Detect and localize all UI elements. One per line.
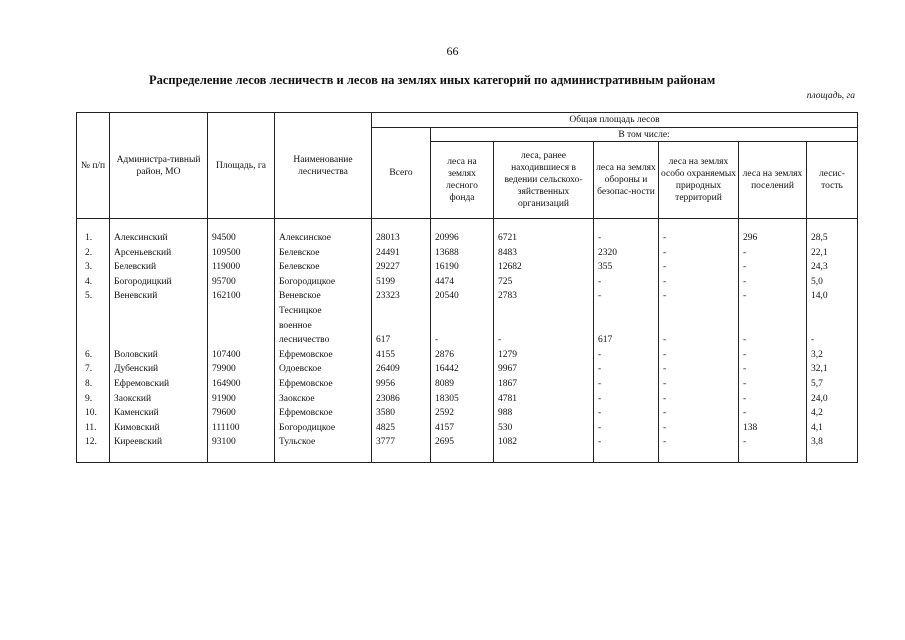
- row-area: 91900: [208, 392, 275, 407]
- row-area: [208, 319, 275, 334]
- row-settlements: 138: [739, 421, 807, 436]
- row-forestry: военное: [275, 319, 372, 334]
- row-settlements: -: [739, 275, 807, 290]
- row-num: 6.: [77, 348, 110, 363]
- row-forestry: Заокское: [275, 392, 372, 407]
- row-settlements: -: [739, 246, 807, 261]
- row-area: 94500: [208, 231, 275, 246]
- row-coverage: 14,0: [807, 289, 858, 304]
- row-agri: 2783: [494, 289, 594, 304]
- header-total: Всего: [372, 128, 431, 219]
- row-num: 11.: [77, 421, 110, 436]
- row-forest-fund: 16442: [431, 362, 494, 377]
- row-coverage: 5,0: [807, 275, 858, 290]
- row-district: Воловский: [110, 348, 208, 363]
- table-row: [77, 260, 858, 275]
- row-protected: -: [659, 231, 739, 246]
- row-total: 26409: [372, 362, 431, 377]
- row-total: 4825: [372, 421, 431, 436]
- row-forest-fund: 13688: [431, 246, 494, 261]
- header-settlements: леса на землях поселений: [739, 142, 807, 219]
- row-defense: [594, 304, 659, 319]
- row-district: Кимовский: [110, 421, 208, 436]
- row-num: [77, 319, 110, 334]
- row-num: 7.: [77, 362, 110, 377]
- row-total: 9956: [372, 377, 431, 392]
- table-row: [77, 362, 858, 377]
- row-area: [208, 304, 275, 319]
- row-forest-fund: 16190: [431, 260, 494, 275]
- row-coverage: 22,1: [807, 246, 858, 261]
- row-coverage: 32,1: [807, 362, 858, 377]
- unit-label: площадь, га: [806, 91, 855, 101]
- row-forest-fund: 2695: [431, 435, 494, 450]
- row-area: 93100: [208, 435, 275, 450]
- row-forestry: Богородицкое: [275, 421, 372, 436]
- table-row: [77, 289, 858, 304]
- header-defense: леса на землях обороны и безопас-ности: [594, 142, 659, 219]
- row-agri: 988: [494, 406, 594, 421]
- row-agri: 12682: [494, 260, 594, 275]
- row-forest-fund: 4157: [431, 421, 494, 436]
- page-number: 66: [446, 44, 459, 58]
- row-forestry: Одоевское: [275, 362, 372, 377]
- row-settlements: -: [739, 348, 807, 363]
- row-district: [110, 319, 208, 334]
- row-district: Киреевский: [110, 435, 208, 450]
- row-defense: 355: [594, 260, 659, 275]
- row-total: 23086: [372, 392, 431, 407]
- row-num: 3.: [77, 260, 110, 275]
- row-district: Арсеньевский: [110, 246, 208, 261]
- header-forest-fund: леса на землях лесного фонда: [431, 142, 494, 219]
- row-coverage: [807, 304, 858, 319]
- row-forest-fund: 8089: [431, 377, 494, 392]
- table-row: [77, 435, 858, 450]
- table-body: [77, 219, 858, 463]
- row-forestry: Алексинское: [275, 231, 372, 246]
- row-coverage: 28,5: [807, 231, 858, 246]
- table-header: [77, 113, 858, 219]
- row-district: Белевский: [110, 260, 208, 275]
- row-agri: 6721: [494, 231, 594, 246]
- row-protected: -: [659, 362, 739, 377]
- table-row: [77, 304, 858, 319]
- row-defense: -: [594, 289, 659, 304]
- row-protected: -: [659, 348, 739, 363]
- row-defense: -: [594, 348, 659, 363]
- row-protected: -: [659, 406, 739, 421]
- row-total: 23323: [372, 289, 431, 304]
- row-defense: -: [594, 362, 659, 377]
- row-forestry: лесничество: [275, 333, 372, 348]
- row-area: 164900: [208, 377, 275, 392]
- row-num: 4.: [77, 275, 110, 290]
- row-protected: -: [659, 392, 739, 407]
- row-protected: -: [659, 246, 739, 261]
- row-protected: [659, 319, 739, 334]
- row-settlements: -: [739, 289, 807, 304]
- row-settlements: 296: [739, 231, 807, 246]
- row-forestry: Богородицкое: [275, 275, 372, 290]
- header-protected: леса на землях особо охраняемых природных территорий: [659, 142, 739, 219]
- row-protected: [659, 304, 739, 319]
- row-district: [110, 333, 208, 348]
- row-num: [77, 333, 110, 348]
- row-forest-fund: 20540: [431, 289, 494, 304]
- row-total: 4155: [372, 348, 431, 363]
- table-row: [77, 406, 858, 421]
- row-total: [372, 304, 431, 319]
- row-district: Алексинский: [110, 231, 208, 246]
- row-coverage: 4,2: [807, 406, 858, 421]
- row-defense: 617: [594, 333, 659, 348]
- row-num: 9.: [77, 392, 110, 407]
- row-num: 8.: [77, 377, 110, 392]
- row-forestry: Ефремовское: [275, 377, 372, 392]
- row-coverage: -: [807, 333, 858, 348]
- row-defense: -: [594, 231, 659, 246]
- row-settlements: -: [739, 406, 807, 421]
- header-coverage: лесис-тость: [807, 142, 858, 219]
- row-total: 24491: [372, 246, 431, 261]
- row-area: 79600: [208, 406, 275, 421]
- row-area: 162100: [208, 289, 275, 304]
- table-bottom-row: [77, 450, 858, 463]
- row-defense: 2320: [594, 246, 659, 261]
- forest-distribution-table: [76, 112, 858, 463]
- row-forest-fund: -: [431, 333, 494, 348]
- table-row: [77, 421, 858, 436]
- row-num: 1.: [77, 231, 110, 246]
- row-defense: -: [594, 406, 659, 421]
- row-settlements: -: [739, 260, 807, 275]
- row-area: 79900: [208, 362, 275, 377]
- row-protected: -: [659, 421, 739, 436]
- row-num: 5.: [77, 289, 110, 304]
- row-total: 29227: [372, 260, 431, 275]
- row-agri: 8483: [494, 246, 594, 261]
- header-district: Администра-тивный район, МО: [110, 113, 208, 219]
- row-protected: -: [659, 333, 739, 348]
- row-forestry: Тульское: [275, 435, 372, 450]
- row-settlements: -: [739, 377, 807, 392]
- row-district: Дубенский: [110, 362, 208, 377]
- row-protected: -: [659, 377, 739, 392]
- row-forestry: Белевское: [275, 246, 372, 261]
- row-coverage: 24,3: [807, 260, 858, 275]
- row-forest-fund: 4474: [431, 275, 494, 290]
- row-settlements: -: [739, 333, 807, 348]
- row-protected: -: [659, 260, 739, 275]
- row-area: 107400: [208, 348, 275, 363]
- row-forestry: Белевское: [275, 260, 372, 275]
- row-district: Ефремовский: [110, 377, 208, 392]
- row-district: Веневский: [110, 289, 208, 304]
- row-agri: 4781: [494, 392, 594, 407]
- row-settlements: [739, 304, 807, 319]
- table-row: [77, 231, 858, 246]
- row-forest-fund: 20996: [431, 231, 494, 246]
- row-protected: -: [659, 289, 739, 304]
- row-district: Заокский: [110, 392, 208, 407]
- row-district: [110, 304, 208, 319]
- row-num: 2.: [77, 246, 110, 261]
- row-defense: -: [594, 435, 659, 450]
- table-row: [77, 275, 858, 290]
- row-coverage: 24,0: [807, 392, 858, 407]
- header-total-group: Общая площадь лесов: [372, 113, 858, 128]
- row-area: 95700: [208, 275, 275, 290]
- row-total: 28013: [372, 231, 431, 246]
- row-defense: -: [594, 392, 659, 407]
- table-row: [77, 348, 858, 363]
- row-agri: 530: [494, 421, 594, 436]
- row-agri: 1279: [494, 348, 594, 363]
- row-total: 617: [372, 333, 431, 348]
- row-area: 111100: [208, 421, 275, 436]
- header-including: В том числе:: [431, 128, 858, 142]
- row-coverage: [807, 319, 858, 334]
- row-settlements: [739, 319, 807, 334]
- row-area: 119000: [208, 260, 275, 275]
- row-num: [77, 304, 110, 319]
- table-row: [77, 319, 858, 334]
- row-coverage: 5,7: [807, 377, 858, 392]
- row-coverage: 3,2: [807, 348, 858, 363]
- row-coverage: 3,8: [807, 435, 858, 450]
- row-forestry: Тесницкое: [275, 304, 372, 319]
- table-row: [77, 392, 858, 407]
- row-forestry: Ефремовское: [275, 348, 372, 363]
- row-num: 12.: [77, 435, 110, 450]
- row-total: 3777: [372, 435, 431, 450]
- row-district: Богородицкий: [110, 275, 208, 290]
- row-settlements: -: [739, 362, 807, 377]
- row-defense: -: [594, 377, 659, 392]
- row-forest-fund: 18305: [431, 392, 494, 407]
- row-forestry: Веневское: [275, 289, 372, 304]
- row-forestry: Ефремовское: [275, 406, 372, 421]
- row-forest-fund: 2592: [431, 406, 494, 421]
- row-coverage: 4,1: [807, 421, 858, 436]
- header-area: Площадь, га: [208, 113, 275, 219]
- page-title: Распределение лесов лесничеств и лесов на землях иных категорий по административным районам: [149, 73, 716, 87]
- row-settlements: -: [739, 435, 807, 450]
- row-agri: 1867: [494, 377, 594, 392]
- row-agri: [494, 319, 594, 334]
- row-settlements: -: [739, 392, 807, 407]
- row-forest-fund: [431, 304, 494, 319]
- table-spacer-row: [77, 219, 858, 232]
- row-agri: [494, 304, 594, 319]
- header-num: № п/п: [77, 113, 110, 219]
- row-agri: 725: [494, 275, 594, 290]
- row-protected: -: [659, 275, 739, 290]
- header-forestry: Наименование лесничества: [275, 113, 372, 219]
- table-row: [77, 333, 858, 348]
- row-area: [208, 333, 275, 348]
- row-total: 3580: [372, 406, 431, 421]
- table-row: [77, 246, 858, 261]
- row-defense: -: [594, 275, 659, 290]
- row-area: 109500: [208, 246, 275, 261]
- row-agri: -: [494, 333, 594, 348]
- header-agri: леса, ранее находившиеся в ведении сельскохо-зяйственных организаций: [494, 142, 594, 219]
- row-forest-fund: [431, 319, 494, 334]
- row-agri: 1082: [494, 435, 594, 450]
- row-protected: -: [659, 435, 739, 450]
- table-row: [77, 377, 858, 392]
- row-defense: [594, 319, 659, 334]
- row-num: 10.: [77, 406, 110, 421]
- row-district: Каменский: [110, 406, 208, 421]
- row-agri: 9967: [494, 362, 594, 377]
- row-forest-fund: 2876: [431, 348, 494, 363]
- row-total: 5199: [372, 275, 431, 290]
- row-total: [372, 319, 431, 334]
- row-defense: -: [594, 421, 659, 436]
